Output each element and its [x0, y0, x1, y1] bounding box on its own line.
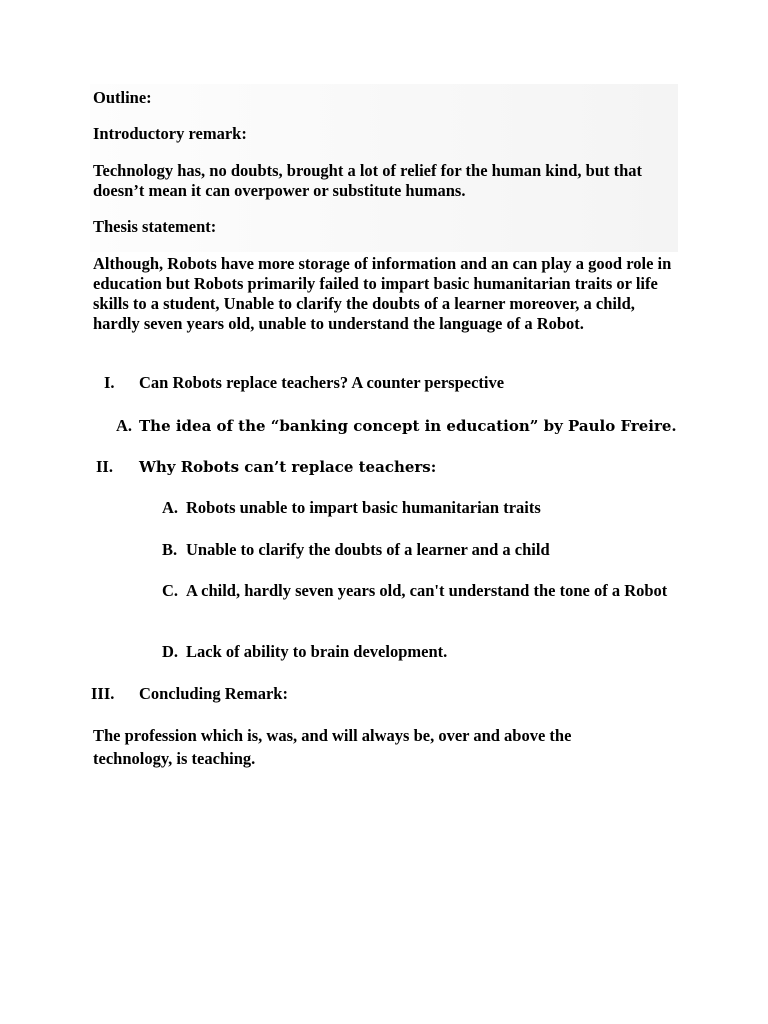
section-2-item-d-text: Lack of ability to brain development. [186, 642, 448, 661]
section-2-item-c-letter: C. [162, 581, 179, 600]
section-2-item-d-letter: D. [162, 642, 179, 661]
section-1-title: Can Robots replace teachers? A counter perspective [139, 373, 505, 392]
section-2-item-a-letter: A. [162, 498, 179, 517]
section-3-title: Concluding Remark: [139, 684, 288, 703]
thesis-heading: Thesis statement: [93, 217, 217, 236]
section-2-title: Why Robots can’t replace teachers: [139, 458, 437, 476]
section-1-item-a-text: The idea of the “banking concept in education” by Paulo Freire. [139, 417, 677, 435]
thesis-text: Although, Robots have more storage of information and an can play a good role in education but Robots primarily failed to impart basic humanitarian traits or life skills to a student, Unable to clarify the doubts of a learner moreover, a child, hardly seven years old, unable to understand the language of a Robot. [93, 254, 672, 333]
section-2-numeral: II. [96, 457, 113, 476]
intro-heading: Introductory remark: [93, 124, 247, 143]
intro-text: Technology has, no doubts, brought a lot of relief for the human kind, but that doesn’t mean it can overpower or substitute humans. [93, 161, 643, 200]
section-1-item-a-letter: A. [116, 416, 133, 435]
section-3-numeral: III. [91, 684, 115, 703]
section-2-item-b-text: Unable to clarify the doubts of a learner and a child [186, 540, 550, 559]
section-2-item-b-letter: B. [162, 540, 178, 559]
section-2-item-a-text: Robots unable to impart basic humanitarian traits [186, 498, 541, 517]
conclusion-text: The profession which is, was, and will always be, over and above the technology, is teaching. [93, 726, 572, 768]
outline-heading: Outline: [93, 88, 152, 107]
section-1-numeral: I. [104, 373, 115, 392]
section-2-item-c-text: A child, hardly seven years old, can't understand the tone of a Robot [186, 581, 668, 600]
